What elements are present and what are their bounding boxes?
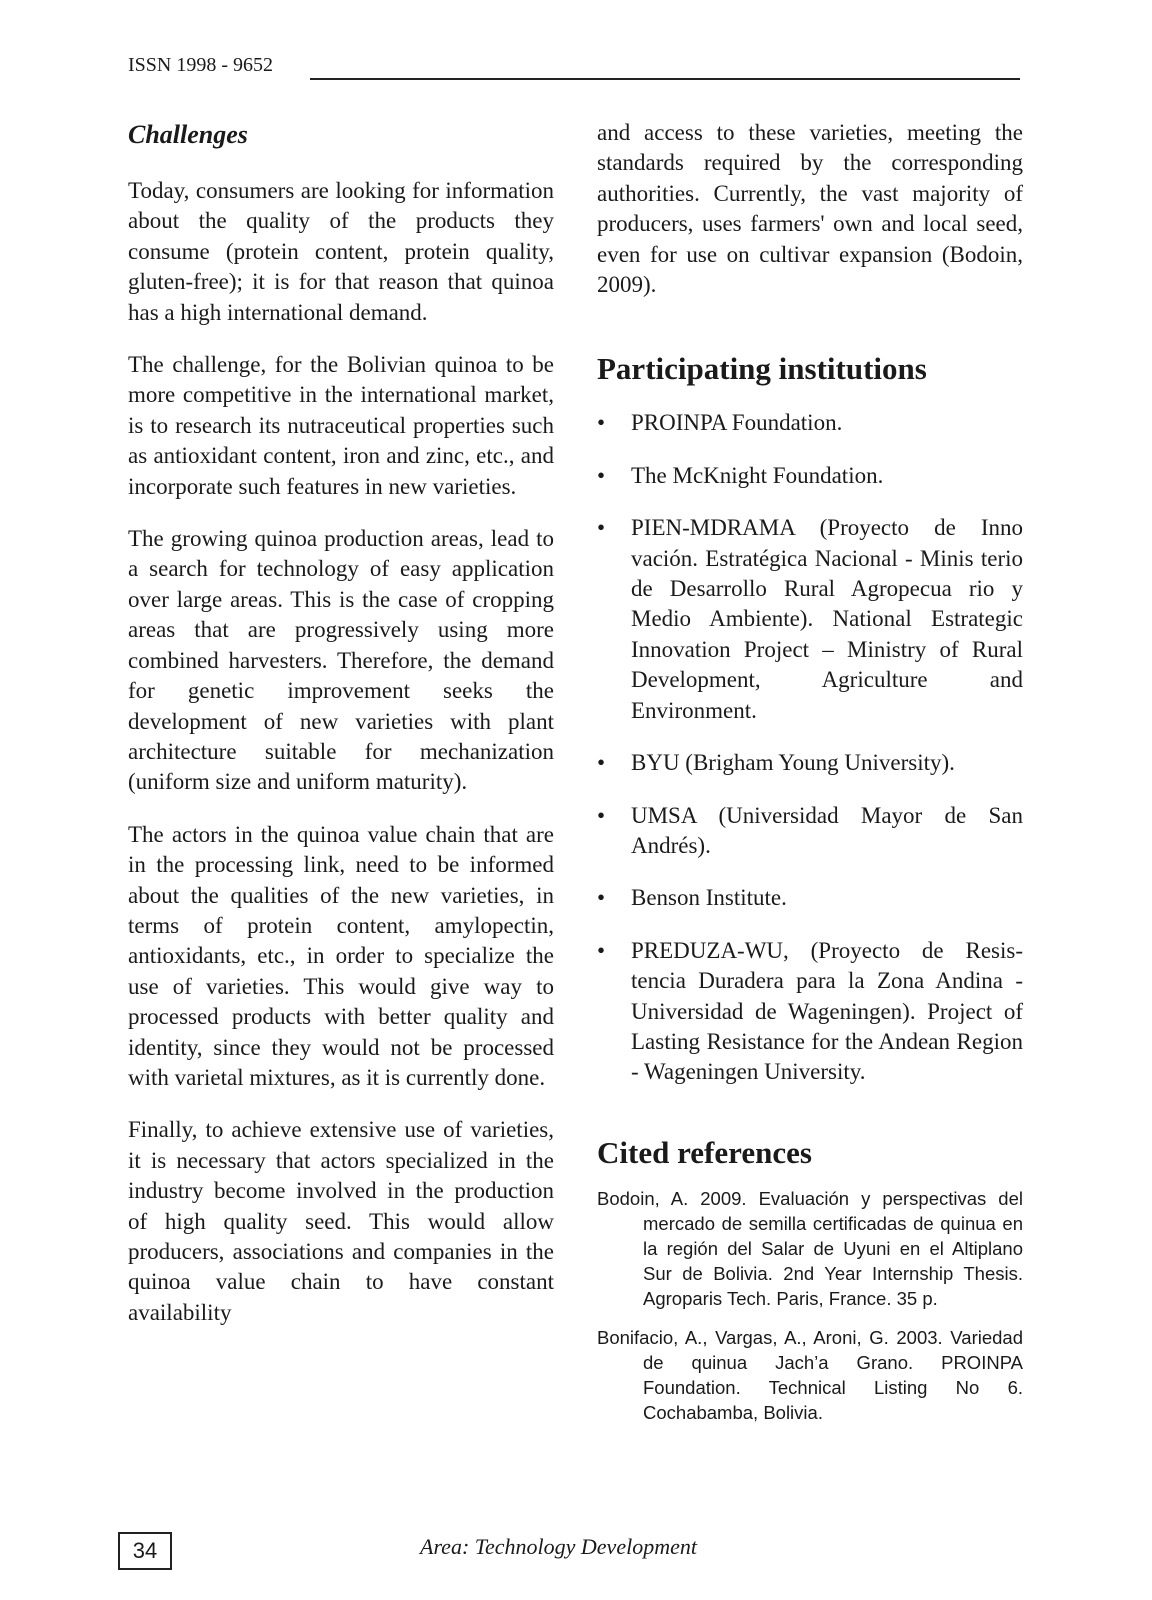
institutions-heading: Participating institutions [597, 351, 927, 387]
bullet-icon: • [597, 937, 606, 963]
paragraph: The actors in the quinoa value chain that are in the processing link, need to be informed about the qualities of the new varieties, in terms of protein content, amylopectin, antioxidants, etc., in order to specialize the use of varieties. This would give way to processed products with better quality and identity, since they would not be processed with varietal mixtures, as it is currently done. [128, 821, 554, 1090]
continuation-paragraph: and access to these varieties, meeting the standards required by the corresponding authorities. Currently, the vast majority of producers, uses farmers' own and local seed, even for use on cultivar expansion (Bodoin, 2009). [597, 120, 1023, 298]
institution-text: PROINPA Foundation. [631, 410, 843, 436]
left-column [128, 118, 554, 1350]
references-heading: Cited references [597, 1134, 812, 1170]
challenges-heading: Challenges [128, 120, 248, 149]
issn-label: ISSN 1998 - 9652 [128, 54, 274, 76]
institutions-list [597, 408, 1023, 1087]
page-number: 34 [118, 1532, 172, 1570]
list-item [597, 883, 1023, 913]
bullet-icon: • [597, 462, 606, 488]
paragraph: Finally, to achieve extensive use of varieties, it is necessary that actors specialized in the industry become involved in the production of high quality seed. This would allow producers, associations and companies in the quinoa value chain to have constant availability [128, 1117, 554, 1325]
institution-text: UMSA (Universidad Mayor de San Andrés). [631, 802, 1023, 858]
footer-area-label: Area: Technology Development [420, 1534, 697, 1559]
bullet-icon: • [597, 750, 606, 776]
bullet-icon: • [597, 515, 606, 541]
list-item [597, 748, 1023, 778]
reference-item: Bonifacio, A., Vargas, A., Aroni, G. 2003. Variedad de quinua Jach’a Grano. PROINPA Foundation. Technical Listing No 6. Cochabamba, Bolivia. [597, 1326, 1023, 1423]
reference-item: Bodoin, A. 2009. Evaluación y perspectivas del mercado de semilla certificadas de quinua en la región del Salar de Uyuni en el Altiplano Sur de Bolivia. 2nd Year Internship Thesis. Agroparis Tech. Paris, France. 35 p. [597, 1187, 1023, 1309]
institution-text: PREDUZA-WU, (Proyecto de Resis- tencia Duradera para la Zona Andina - Universidad de Wageningen). Project of Lasting Resistance for the Andean Region - Wageningen University. [631, 937, 1023, 1085]
institution-text: The McKnight Foundation. [631, 462, 884, 488]
page-footer [0, 1532, 1152, 1572]
list-item [597, 461, 1023, 491]
bullet-icon: • [597, 885, 606, 911]
institution-text: PIEN-MDRAMA (Proyecto de Inno vación. Estratégica Nacional - Minis terio de Desarrollo Rural Agropecua rio y Medio Ambiente). National Estrategic Innovation Project – Ministry of Rural Development, Agriculture and Environment. [631, 515, 1023, 723]
right-column [597, 118, 1023, 1439]
list-item [597, 936, 1023, 1088]
page-header [128, 54, 1020, 84]
list-item [597, 801, 1023, 862]
paragraph: The challenge, for the Bolivian quinoa to be more competitive in the international market, is to research its nutraceutical properties such as antioxidant content, iron and zinc, etc., and incorporate such features in new varieties. [128, 352, 554, 499]
institution-text: BYU (Brigham Young University). [631, 750, 955, 776]
bullet-icon: • [597, 802, 606, 828]
list-item [597, 513, 1023, 726]
paragraph: The growing quinoa production areas, lead to a search for technology of easy application over large areas. This is the case of cropping areas that are progressively using more combined harvesters. Therefore, the demand for genetic improvement seeks the development of new varieties with plant architecture suitable for mechanization (uniform size and uniform maturity). [128, 526, 554, 795]
institution-text: Benson Institute. [631, 885, 787, 911]
header-rule [310, 78, 1020, 80]
list-item [597, 408, 1023, 438]
bullet-icon: • [597, 410, 606, 436]
paragraph: Today, consumers are looking for information about the quality of the products they consume (protein content, protein quality, gluten-free); it is for that reason that quinoa has a high international demand. [128, 178, 554, 325]
